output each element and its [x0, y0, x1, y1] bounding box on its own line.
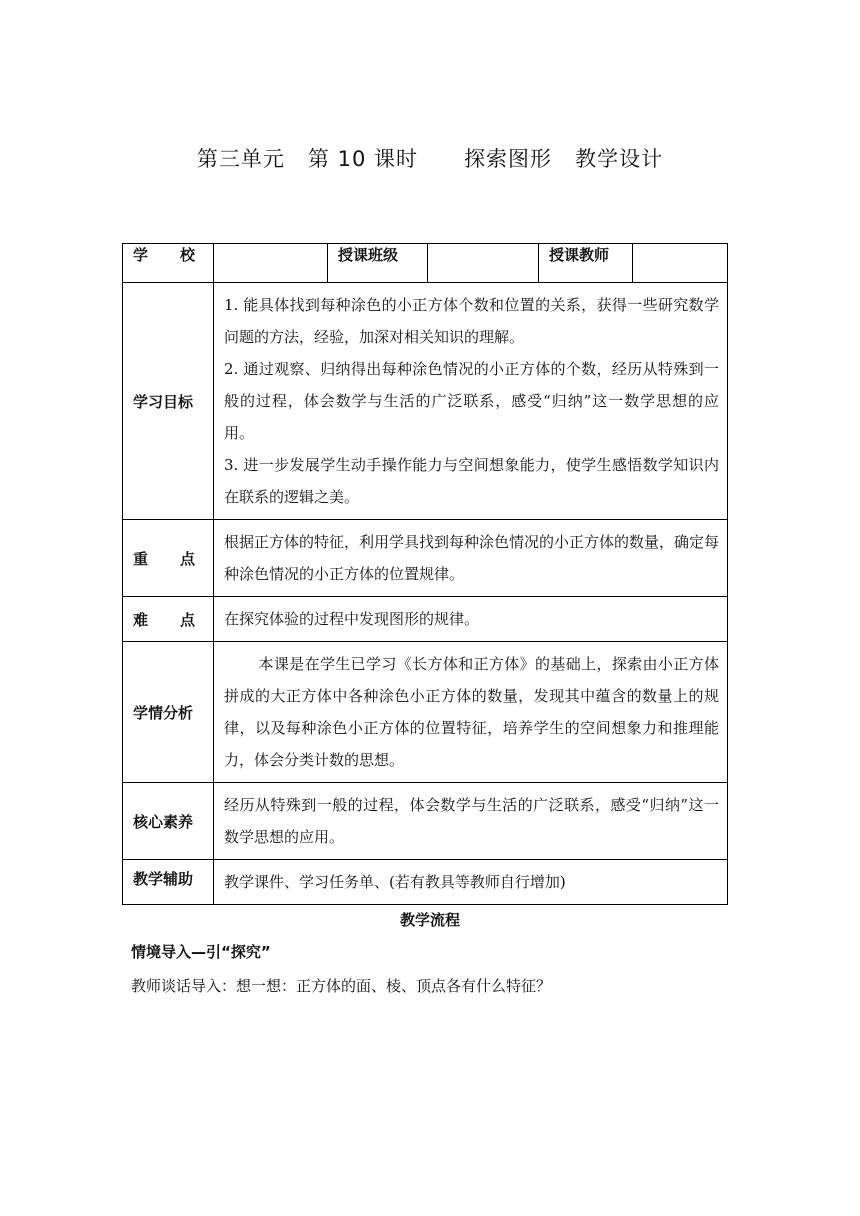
table-row [123, 783, 728, 860]
section-title: 情境导入—引“探究” [131, 943, 271, 961]
goal-item: 3. 进一步发展学生动手操作能力与空间想象能力，使学生感悟数学知识内在联系的逻辑之美。 [224, 456, 719, 506]
core-literacy-label: 核心素养 [123, 783, 214, 860]
title-lesson: 第 10 课时 [307, 147, 418, 171]
key-point-text: 根据正方体的特征，利用学具找到每种涂色情况的小正方体的数量，确定每种涂色情况的小正方体的位置规律。 [214, 520, 728, 597]
difficult-point-label: 难 点 [123, 597, 214, 642]
school-label: 学 校 [123, 244, 214, 283]
teacher-label: 授课教师 [539, 244, 633, 283]
table-row [123, 642, 728, 783]
class-value [428, 244, 539, 283]
school-value [214, 244, 328, 283]
teaching-aids-label: 教学辅助 [123, 860, 214, 905]
intro-paragraph: 教师谈话导入：想一想：正方体的面、棱、顶点各有什么特征？ [131, 977, 552, 995]
goals-cell [214, 283, 728, 520]
table-row [123, 283, 728, 520]
analysis-text: 本课是在学生已学习《长方体和正方体》的基础上，探索由小正方体拼成的大正方体中各种涂色小正方体的数量，发现其中蕴含的数量上的规律，以及每种涂色小正方体的位置特征，培养学生的空间想象力和推理能力，体会分类计数的思想。 [224, 655, 719, 769]
title-kind: 教学设计 [575, 147, 664, 171]
goals-label: 学习目标 [123, 283, 214, 520]
table-row [123, 520, 728, 597]
difficult-point-text: 在探究体验的过程中发现图形的规律。 [214, 597, 728, 642]
analysis-label: 学情分析 [123, 642, 214, 783]
teacher-value [633, 244, 728, 283]
teaching-aids-text: 教学课件、学习任务单、(若有教具等教师自行增加) [214, 860, 728, 905]
teaching-flow-heading: 教学流程 [399, 911, 460, 929]
title-unit: 第三单元 [196, 147, 285, 171]
core-literacy-text: 经历从特殊到一般的过程，体会数学与生活的广泛联系，感受“归纳”这一数学思想的应用。 [214, 783, 728, 860]
key-point-label: 重 点 [123, 520, 214, 597]
table-row [123, 244, 728, 283]
page-title [0, 143, 860, 173]
lesson-info-table [122, 243, 728, 905]
analysis-cell [214, 642, 728, 783]
goal-item: 1. 能具体找到每种涂色的小正方体个数和位置的关系，获得一些研究数学问题的方法，经验，加深对相关知识的理解。 [224, 296, 719, 346]
title-topic: 探索图形 [464, 147, 553, 171]
goal-item: 2. 通过观察、归纳得出每种涂色情况的小正方体的个数，经历从特殊到一般的过程，体会数学与生活的广泛联系，感受“归纳”这一数学思想的应用。 [224, 360, 719, 442]
table-row [123, 860, 728, 905]
table-row [123, 597, 728, 642]
class-label: 授课班级 [328, 244, 428, 283]
